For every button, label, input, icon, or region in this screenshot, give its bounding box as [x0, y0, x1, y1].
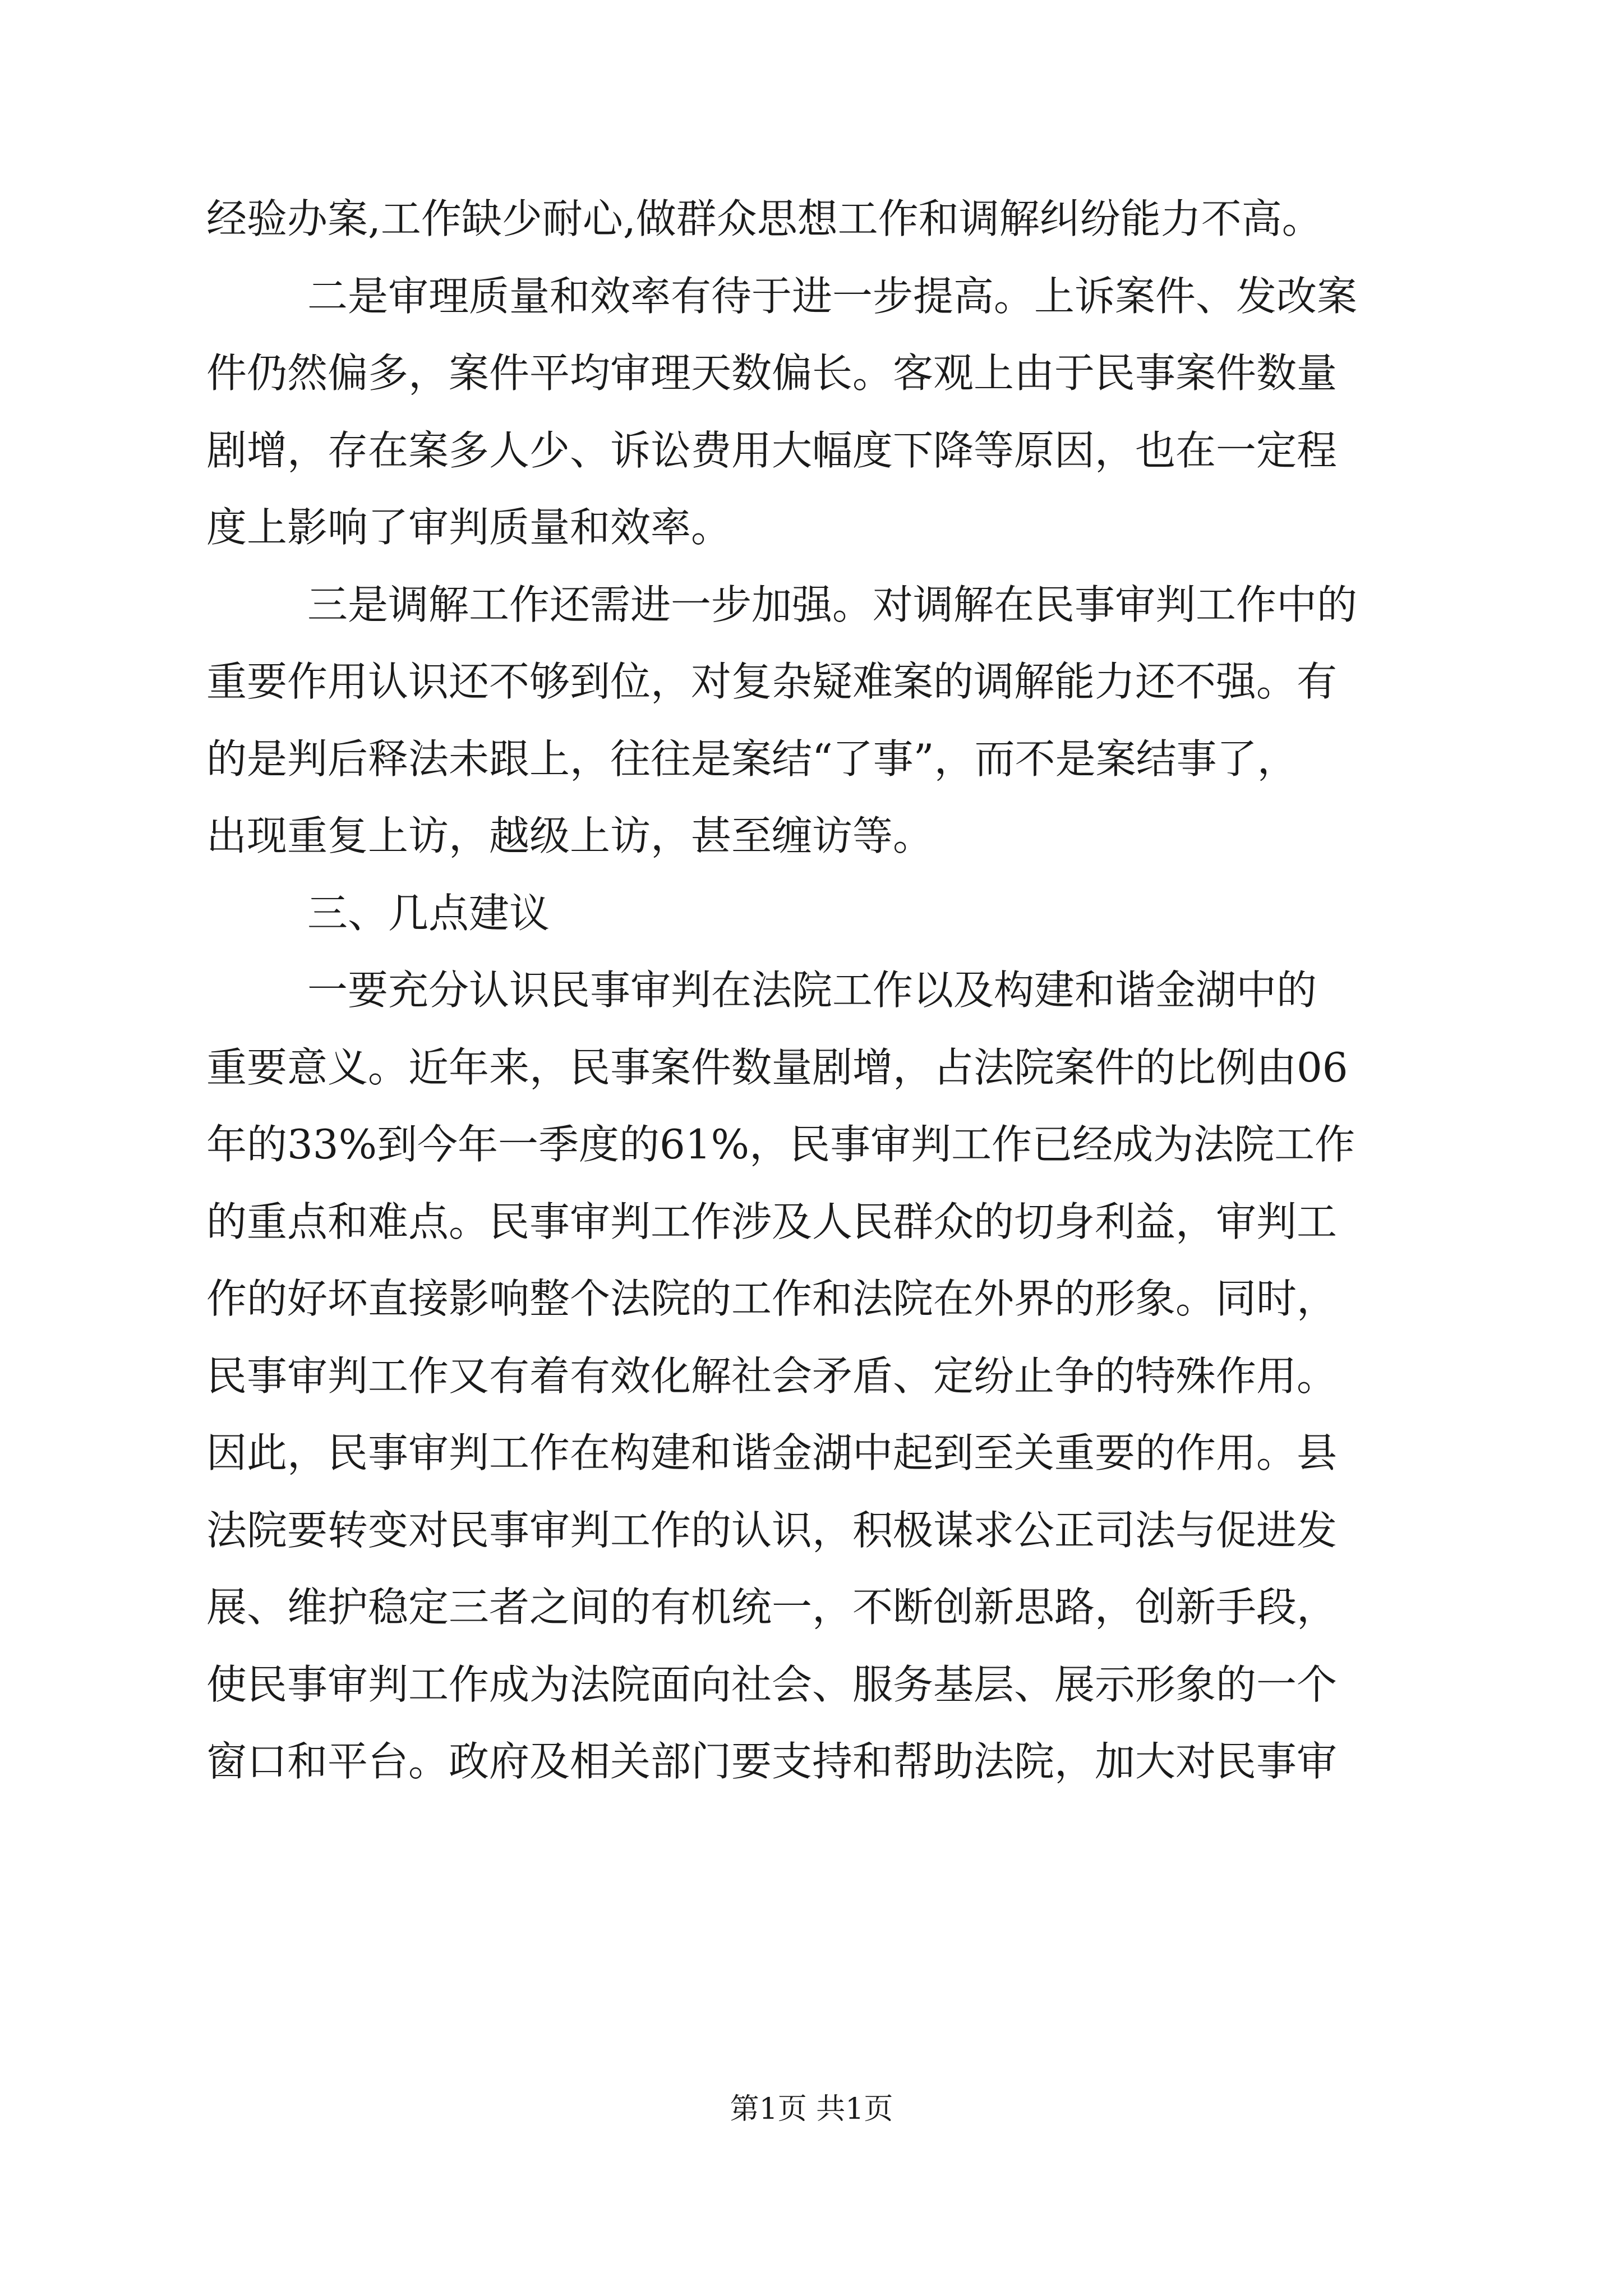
text-line-content: 三、几点建议	[307, 889, 550, 937]
text-line-content: 展、维护稳定三者之间的有机统一，不断创新思路，创新手段，	[206, 1584, 1338, 1631]
text-line	[0, 874, 1623, 953]
text-line-content: 因此，民事审判工作在构建和谐金湖中起到至关重要的作用。县	[206, 1429, 1338, 1476]
text-line-content: 二是审理质量和效率有待于进一步提高。上诉案件、发改案	[307, 272, 1358, 320]
text-line-content: 度上影响了审判质量和效率。	[206, 504, 732, 551]
text-line	[0, 488, 1623, 567]
page-number-footer: 第1页 共1页	[730, 2092, 893, 2126]
text-line	[0, 1645, 1623, 1724]
text-line	[0, 334, 1623, 412]
text-line	[0, 1182, 1623, 1261]
text-line	[0, 1028, 1623, 1107]
text-line-content: 件仍然偏多，案件平均审理天数偏长。客观上由于民事案件数量	[206, 349, 1338, 397]
text-line	[0, 1337, 1623, 1415]
text-line	[0, 180, 1623, 258]
text-line-content: 重要作用认识还不够到位，对复杂疑难案的调解能力还不强。有	[206, 658, 1338, 705]
text-line-content: 使民事审判工作成为法院面向社会、服务基层、展示形象的一个	[206, 1660, 1338, 1708]
text-line	[0, 1259, 1623, 1338]
text-line-content: 的重点和难点。民事审判工作涉及人民群众的切身利益，审判工	[206, 1198, 1338, 1245]
text-line-content: 剧增，存在案多人少、诉讼费用大幅度下降等原因，也在一定程	[206, 426, 1338, 474]
text-line	[0, 1105, 1623, 1184]
text-line-content: 出现重复上访，越级上访，甚至缠访等。	[206, 812, 934, 859]
text-line	[0, 565, 1623, 644]
text-line-content: 民事审判工作又有着有效化解社会矛盾、定纷止争的特殊作用。	[206, 1352, 1338, 1400]
text-line-content: 年的33%到今年一季度的61%，民事审判工作已经成为法院工作	[206, 1121, 1355, 1168]
text-line-content: 重要意义。近年来，民事案件数量剧增，占法院案件的比例由06	[206, 1043, 1348, 1091]
text-line	[0, 642, 1623, 721]
text-line	[0, 951, 1623, 1029]
text-line	[0, 1414, 1623, 1492]
text-line-content: 窗口和平台。政府及相关部门要支持和帮助法院，加大对民事审	[206, 1738, 1338, 1785]
text-line-content: 三是调解工作还需进一步加强。对调解在民事审判工作中的	[307, 581, 1358, 628]
text-line	[0, 411, 1623, 490]
text-line-content: 法院要转变对民事审判工作的认识，积极谋求公正司法与促进发	[206, 1506, 1338, 1554]
text-line-content: 作的好坏直接影响整个法院的工作和法院在外界的形象。同时，	[206, 1275, 1338, 1322]
text-line	[0, 1722, 1623, 1801]
text-line-content: 的是判后释法未跟上，往往是案结“了事”，而不是案结事了，	[206, 735, 1298, 783]
text-line	[0, 257, 1623, 335]
text-line	[0, 1568, 1623, 1646]
text-line-content: 经验办案,工作缺少耐心,做群众思想工作和调解纠纷能力不高。	[206, 195, 1322, 242]
text-line	[0, 720, 1623, 798]
text-line-content: 一要充分认识民事审判在法院工作以及构建和谐金湖中的	[307, 967, 1317, 1014]
text-line	[0, 797, 1623, 875]
text-line	[0, 1491, 1623, 1570]
